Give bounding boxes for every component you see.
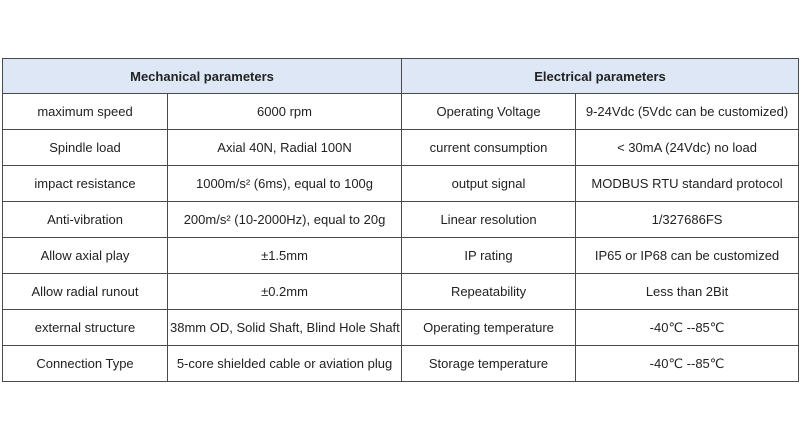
table-row: [3, 94, 799, 130]
mechanical-label: Allow axial play: [3, 238, 168, 274]
electrical-value: MODBUS RTU standard protocol: [576, 166, 799, 202]
mechanical-value: Axial 40N, Radial 100N: [168, 130, 402, 166]
table-row: [3, 130, 799, 166]
mechanical-value: 1000m/s² (6ms), equal to 100g: [168, 166, 402, 202]
electrical-label: Operating temperature: [402, 310, 576, 346]
header-row: [3, 59, 799, 94]
electrical-value: 1/327686FS: [576, 202, 799, 238]
mechanical-label: Spindle load: [3, 130, 168, 166]
mechanical-value: ±0.2mm: [168, 274, 402, 310]
parameters-table: [2, 58, 799, 382]
mechanical-value: 5-core shielded cable or aviation plug: [168, 346, 402, 382]
table-row: [3, 274, 799, 310]
electrical-label: Linear resolution: [402, 202, 576, 238]
electrical-label: output signal: [402, 166, 576, 202]
table-row: [3, 202, 799, 238]
table-row: [3, 346, 799, 382]
table-row: [3, 166, 799, 202]
electrical-label: IP rating: [402, 238, 576, 274]
table-row: [3, 238, 799, 274]
mechanical-label: maximum speed: [3, 94, 168, 130]
mechanical-label: external structure: [3, 310, 168, 346]
electrical-label: Storage temperature: [402, 346, 576, 382]
mechanical-value: 38mm OD, Solid Shaft, Blind Hole Shaft: [168, 310, 402, 346]
electrical-value: -40℃ --85℃: [576, 310, 799, 346]
mechanical-value: 200m/s² (10-2000Hz), equal to 20g: [168, 202, 402, 238]
electrical-value: Less than 2Bit: [576, 274, 799, 310]
mechanical-value: ±1.5mm: [168, 238, 402, 274]
mechanical-label: Connection Type: [3, 346, 168, 382]
mechanical-label: impact resistance: [3, 166, 168, 202]
electrical-value: IP65 or IP68 can be customized: [576, 238, 799, 274]
mechanical-parameters-header: Mechanical parameters: [3, 59, 402, 94]
electrical-label: current consumption: [402, 130, 576, 166]
mechanical-label: Anti-vibration: [3, 202, 168, 238]
electrical-value: -40℃ --85℃: [576, 346, 799, 382]
electrical-value: < 30mA (24Vdc) no load: [576, 130, 799, 166]
mechanical-value: 6000 rpm: [168, 94, 402, 130]
electrical-value: 9-24Vdc (5Vdc can be customized): [576, 94, 799, 130]
table-row: [3, 310, 799, 346]
electrical-parameters-header: Electrical parameters: [402, 59, 799, 94]
mechanical-label: Allow radial runout: [3, 274, 168, 310]
electrical-label: Operating Voltage: [402, 94, 576, 130]
electrical-label: Repeatability: [402, 274, 576, 310]
